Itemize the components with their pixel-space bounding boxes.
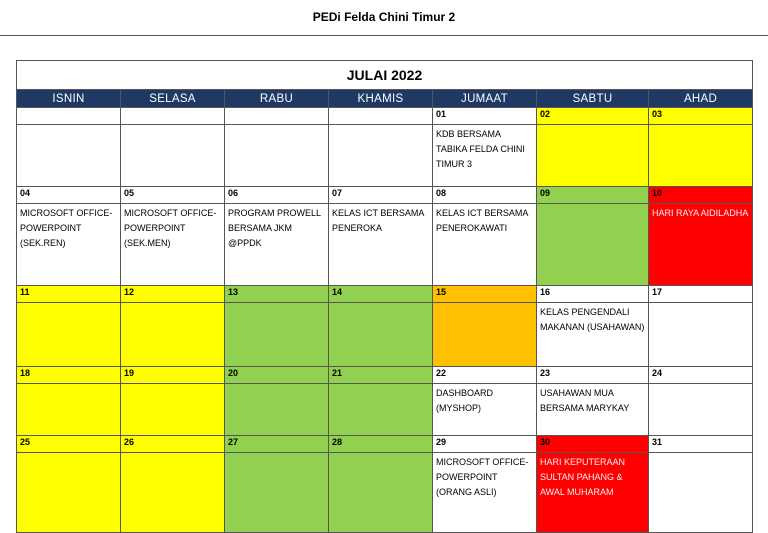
date-number: 05	[121, 187, 225, 204]
date-number: 22	[433, 367, 537, 384]
date-number: 07	[329, 187, 433, 204]
week-event-row	[17, 303, 753, 367]
event-cell	[649, 125, 753, 187]
date-number: 13	[225, 286, 329, 303]
event-cell	[433, 303, 537, 367]
event-cell	[649, 453, 753, 533]
week-event-row	[17, 384, 753, 436]
event-cell: KDB BERSAMA TABIKA FELDA CHINI TIMUR 3	[433, 125, 537, 187]
event-cell: HARI RAYA AIDILADHA	[649, 204, 753, 286]
event-cell	[17, 125, 121, 187]
event-cell	[17, 453, 121, 533]
day-header-isnin: ISNIN	[17, 90, 121, 108]
date-number: 20	[225, 367, 329, 384]
week-number-row	[17, 436, 753, 453]
calendar-body	[17, 108, 753, 533]
event-cell: MICROSOFT OFFICE- POWERPOINT (ORANG ASLI)	[433, 453, 537, 533]
date-number: 01	[433, 108, 537, 125]
event-cell: KELAS ICT BERSAMA PENEROKA	[329, 204, 433, 286]
date-number	[329, 108, 433, 125]
event-cell: MICROSOFT OFFICE- POWERPOINT (SEK.REN)	[17, 204, 121, 286]
week-number-row	[17, 367, 753, 384]
week-number-row	[17, 187, 753, 204]
week-event-row	[17, 125, 753, 187]
date-number: 21	[329, 367, 433, 384]
date-number: 16	[537, 286, 649, 303]
date-number: 03	[649, 108, 753, 125]
date-number	[17, 108, 121, 125]
date-number: 23	[537, 367, 649, 384]
date-number: 30	[537, 436, 649, 453]
event-cell	[537, 125, 649, 187]
event-cell: MICROSOFT OFFICE- POWERPOINT (SEK.MEN)	[121, 204, 225, 286]
date-number: 17	[649, 286, 753, 303]
date-number: 31	[649, 436, 753, 453]
event-cell	[17, 303, 121, 367]
event-cell: KELAS PENGENDALI MAKANAN (USAHAWAN)	[537, 303, 649, 367]
date-number: 24	[649, 367, 753, 384]
event-cell: KELAS ICT BERSAMA PENEROKAWATI	[433, 204, 537, 286]
date-number: 11	[17, 286, 121, 303]
event-cell	[329, 453, 433, 533]
date-number: 26	[121, 436, 225, 453]
day-header-selasa: SELASA	[121, 90, 225, 108]
event-cell	[225, 125, 329, 187]
event-cell: USAHAWAN MUA BERSAMA MARYKAY	[537, 384, 649, 436]
date-number: 02	[537, 108, 649, 125]
event-cell	[329, 303, 433, 367]
date-number: 15	[433, 286, 537, 303]
event-cell	[121, 125, 225, 187]
event-cell	[649, 303, 753, 367]
date-number: 08	[433, 187, 537, 204]
day-header-jumaat: JUMAAT	[433, 90, 537, 108]
date-number: 19	[121, 367, 225, 384]
date-number	[225, 108, 329, 125]
event-cell	[225, 384, 329, 436]
event-cell	[225, 303, 329, 367]
date-number: 10	[649, 187, 753, 204]
event-cell	[329, 125, 433, 187]
date-number: 14	[329, 286, 433, 303]
event-cell: PROGRAM PROWELL BERSAMA JKM @PPDK	[225, 204, 329, 286]
event-cell	[17, 384, 121, 436]
event-cell	[329, 384, 433, 436]
week-event-row	[17, 453, 753, 533]
event-cell	[121, 303, 225, 367]
event-cell: DASHBOARD (MYSHOP)	[433, 384, 537, 436]
date-number: 18	[17, 367, 121, 384]
event-cell	[537, 204, 649, 286]
date-number: 04	[17, 187, 121, 204]
event-cell: HARI KEPUTERAAN SULTAN PAHANG & AWAL MUHARAM	[537, 453, 649, 533]
event-cell	[225, 453, 329, 533]
event-cell	[121, 384, 225, 436]
date-number: 09	[537, 187, 649, 204]
date-number	[121, 108, 225, 125]
week-event-row	[17, 204, 753, 286]
day-header-khamis: KHAMIS	[329, 90, 433, 108]
date-number: 25	[17, 436, 121, 453]
event-cell	[649, 384, 753, 436]
title-divider	[0, 35, 768, 36]
document-title: PEDi Felda Chini Timur 2	[312, 10, 456, 24]
date-number: 28	[329, 436, 433, 453]
week-number-row	[17, 108, 753, 125]
date-number: 12	[121, 286, 225, 303]
date-number: 29	[433, 436, 537, 453]
date-number: 27	[225, 436, 329, 453]
day-header-ahad: AHAD	[649, 90, 753, 108]
week-number-row	[17, 286, 753, 303]
event-cell	[121, 453, 225, 533]
month-title: JULAI 2022	[17, 61, 753, 90]
day-header-sabtu: SABTU	[537, 90, 649, 108]
day-header-rabu: RABU	[225, 90, 329, 108]
date-number: 06	[225, 187, 329, 204]
calendar-table	[16, 60, 753, 533]
